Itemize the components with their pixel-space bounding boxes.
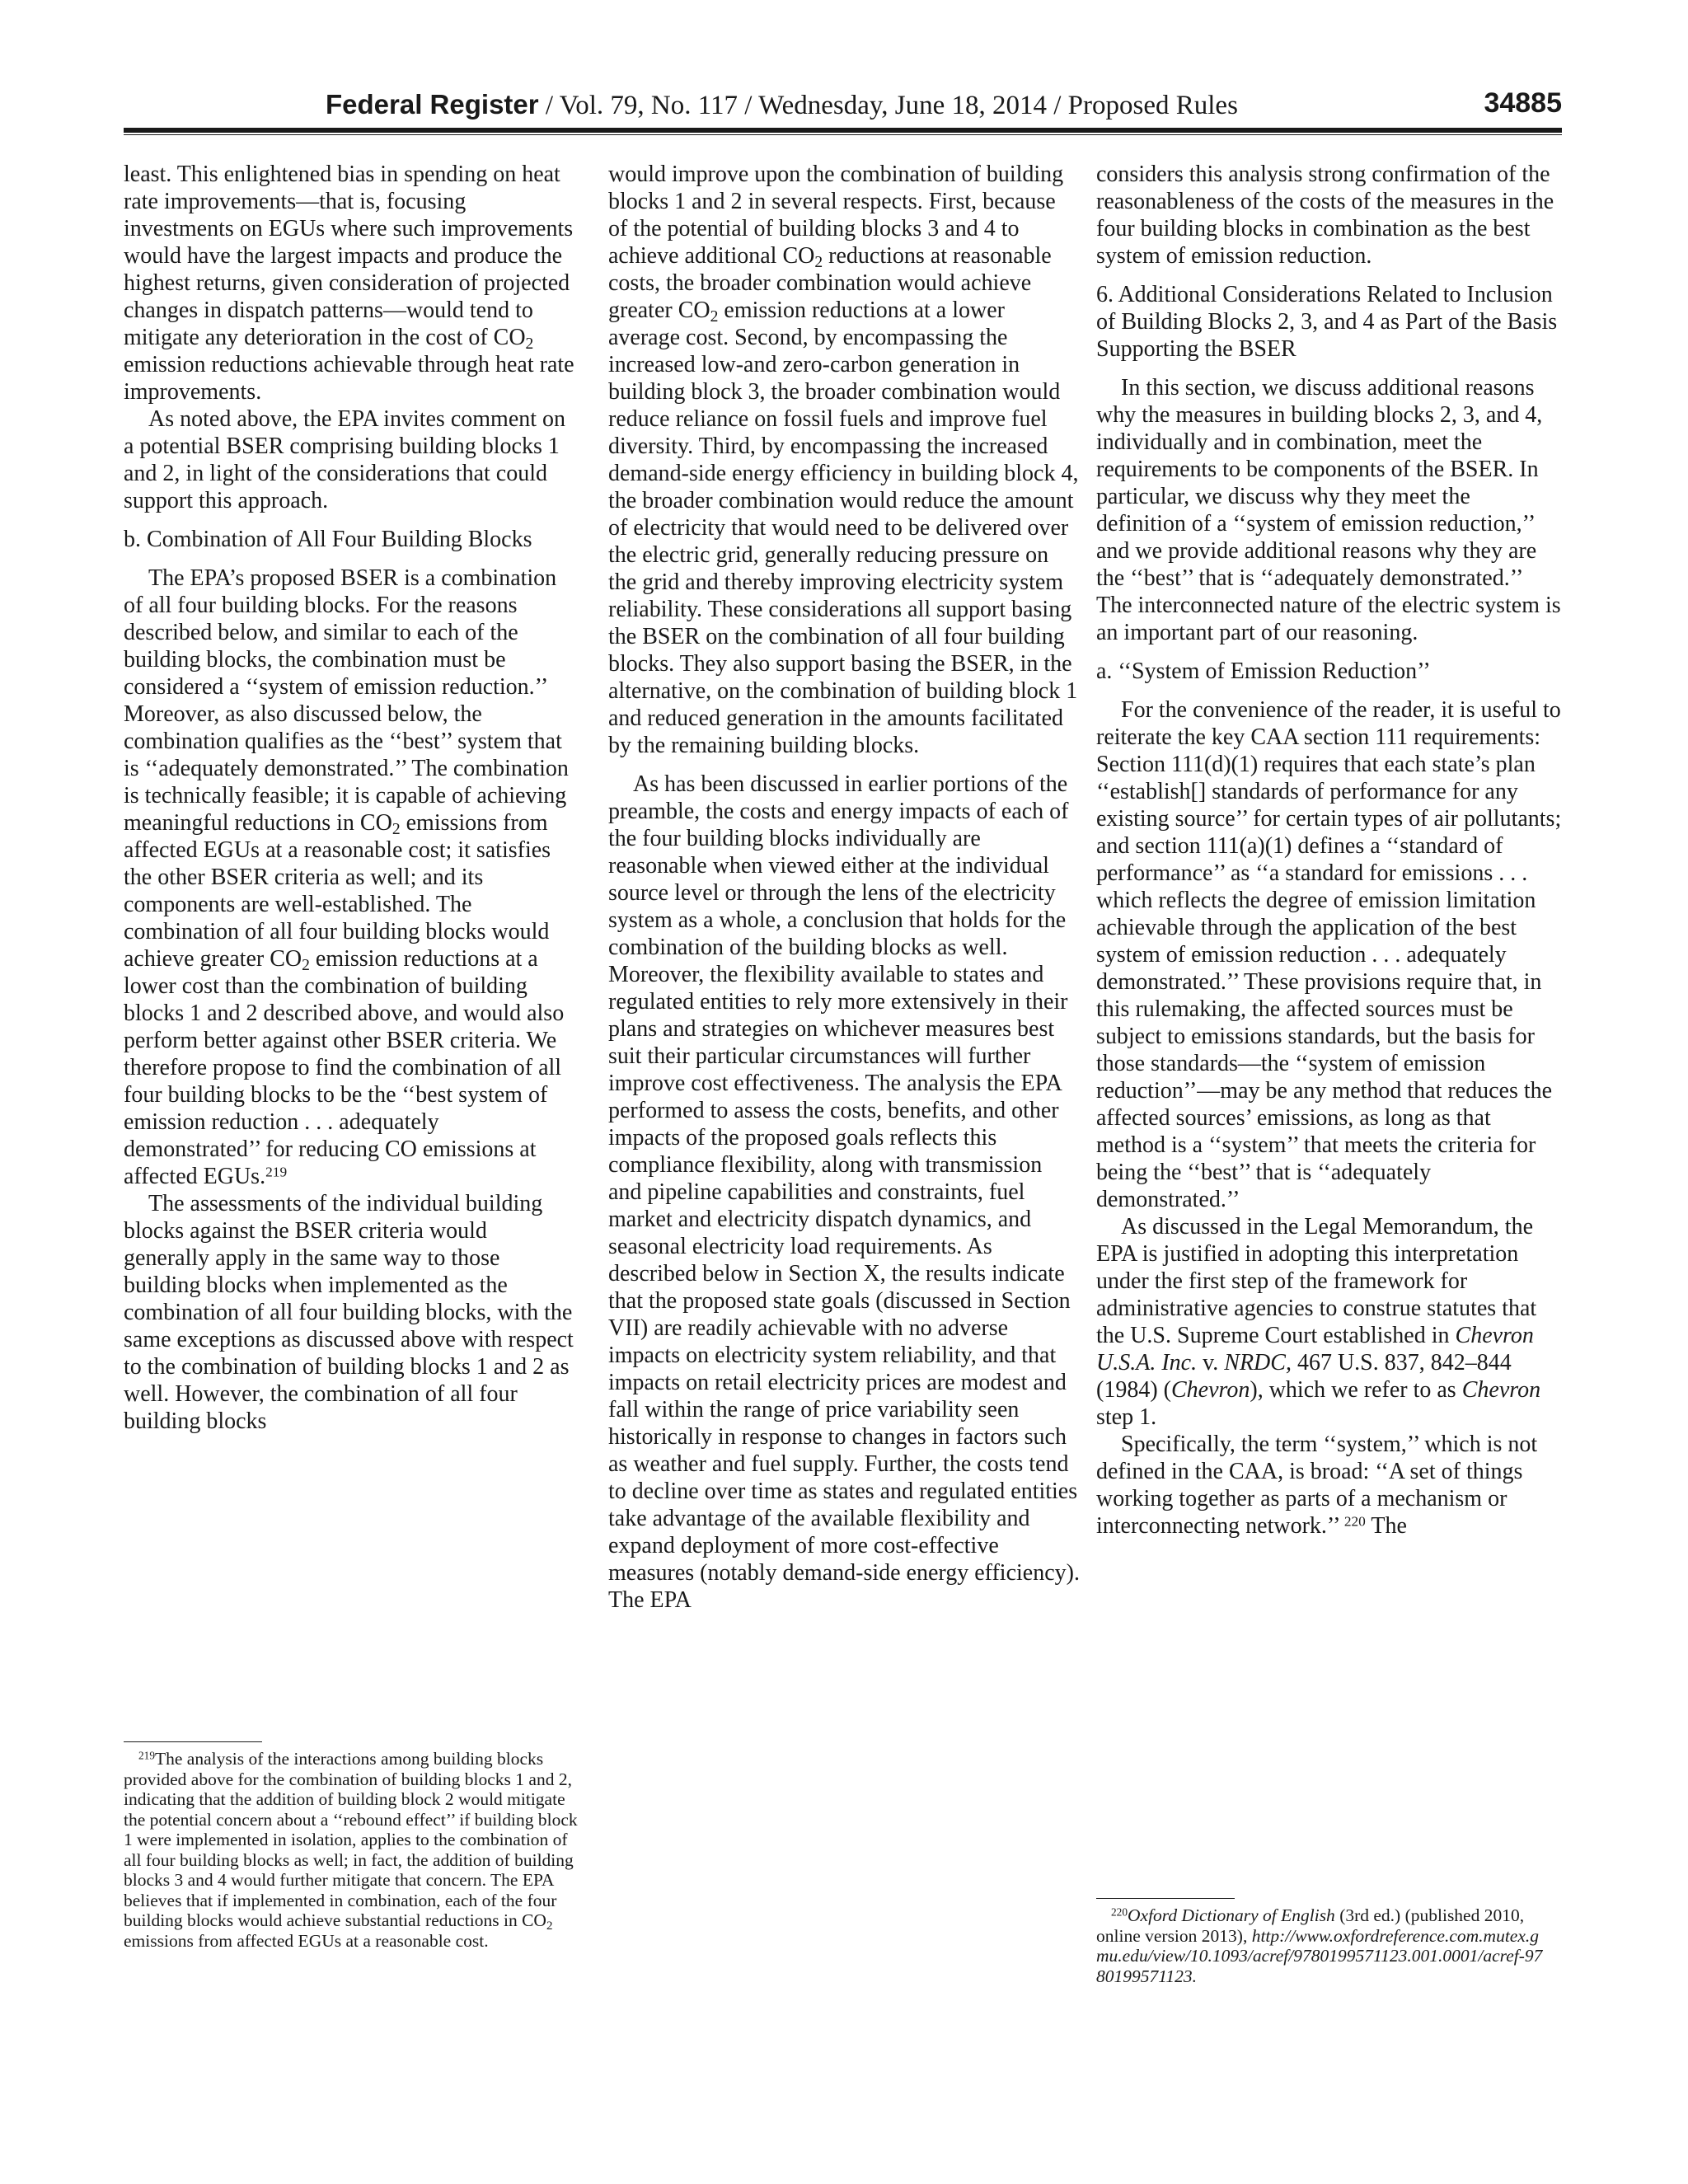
section-heading: b. Combination of All Four Building Blocks	[124, 527, 532, 552]
header-rule	[124, 128, 1562, 133]
section-heading: a. ‘‘System of Emission Reduction’’	[1096, 658, 1431, 684]
footnote-link: http://www.oxfordreference.com.mutex.gmu.edu/view/10.1093/acref/9780199571123.001.0001/acref-9780199571123.	[1096, 1925, 1543, 1986]
paragraph: Specifically, the term ‘‘system,’’ which is not defined in the CAA, is broad: ‘‘A set of things working together as parts of a mechanism or interconnecting network.’’ $^{220}$ The	[1096, 1432, 1538, 1539]
footnote-rule	[124, 1741, 262, 1742]
footnote-219: $^{219}$The analysis of the interactions among building blocks provided above for the combination of building blocks 1 and 2, indicating that the addition of building block 2 would mitigate the potential concern about a ‘‘rebound effect’’ if building block 1 were implemented in isolation, applies to the combination of all four building blocks as well; in fact, the addition of building blocks 3 and 4 would further mitigate that concern. The EPA believes that if implemented in combination, each of the four building blocks would achieve substantial reductions in $CO_2$ emissions from affected EGUs at a reasonable cost.	[124, 1749, 578, 1951]
paragraph: The assessments of the individual building blocks against the BSER criteria would generally apply in the same way to those building blocks when implemented as the combination of all four building blocks, with the same exceptions as discussed above with respect to the combination of building blocks 1 and 2 as well. However, the combination of all four building blocks	[124, 1191, 574, 1434]
footnote-220: $^{220}$Oxford Dictionary of English (3rd ed.) (published 2010, online version 2013), http://www.oxfordreference.com.mutex.gmu.edu/view/10.1093/acref/9780199571123.001.0001/acref-9780199571123.	[1096, 1905, 1543, 1986]
paragraph: The EPA’s proposed BSER is a combination of all four building blocks. For the reasons described below, and similar to each of the building blocks, the combination must be considered a ‘‘system of emission reduction.’’ Moreover, as also discussed below, the combination qualifies as the ‘‘best’’ system that is ‘‘adequately demonstrated.’’ The combination is technically feasible; it is capable of achieving meaningful reductions in $CO_2$ emissions from affected EGUs at a reasonable cost; it satisfies the other BSER criteria as well; and its components are well-established. The combination of all four building blocks would achieve greater $CO_2$ emission reductions at a lower cost than the combination of building blocks 1 and 2 described above, and would also perform better against other BSER criteria. We therefore propose to find the combination of all four building blocks to be the ‘‘best system of emission reduction . . . adequately demonstrated’’ for reducing CO emissions at affected EGUs.$^{219}$	[124, 565, 569, 1189]
publication-name: Federal Register	[326, 89, 539, 120]
column-2	[608, 161, 1080, 1614]
paragraph: least. This enlightened bias in spending on heat rate improvements—that is, focusing investments on EGUs where such improvements would have the largest impacts and produce the highest returns, given consideration of projected changes in dispatch patterns—would tend to mitigate any deterioration in the cost of $CO_2$ emission reductions achievable through heat rate improvements.	[124, 162, 574, 405]
paragraph: As noted above, the EPA invites comment on a potential BSER comprising building blocks 1 and 2, in light of the considerations that could support this approach.	[124, 406, 566, 513]
paragraph: For the convenience of the reader, it is useful to reiterate the key CAA section 111 requirements: Section 111(d)(1) requires that each state’s plan ‘‘establish[] standards of performance for any existing source’’ for certain types of air pollutants; and section 111(a)(1) defines a ‘‘standard of performance’’ as ‘‘a standard for emissions . . . which reflects the degree of emission limitation achievable through the application of the best system of emission reduction . . . adequately demonstrated.’’ These provisions require that, in this rulemaking, the affected sources must be subject to emissions standards, but the basis for those standards—the ‘‘system of emission reduction’’—may be any method that reduces the affected sources’ emissions, as long as that method is a ‘‘system’’ that meets the criteria for being the ‘‘best’’ that is ‘‘adequately demonstrated.’’	[1096, 697, 1562, 1212]
paragraph: In this section, we discuss additional reasons why the measures in building blocks 2, 3, and 4, individually and in combination, meet the requirements to be components of the BSER. In particular, we discuss why they meet the definition of a ‘‘system of emission reduction,’’ and we provide additional reasons why they are the ‘‘best’’ that is ‘‘adequately demonstrated.’’ The interconnected nature of the electric system is an important part of our reasoning.	[1096, 375, 1561, 645]
section-heading: 6. Additional Considerations Related to Inclusion of Building Blocks 2, 3, and 4 as Part of the Basis Supporting the BSER	[1096, 282, 1558, 362]
issue-info: / Vol. 79, No. 117 / Wednesday, June 18, 2014 / Proposed Rules	[538, 91, 1238, 120]
page-number: 34885	[1484, 87, 1562, 119]
footnote-ref: 219	[265, 1164, 288, 1180]
paragraph: As discussed in the Legal Memorandum, the EPA is justified in adopting this interpretation under the first step of the framework for administrative agencies to construe statutes that the U.S. Supreme Court established in Chevron U.S.A. Inc. v. NRDC, 467 U.S. 837, 842–844 (1984) (Chevron), which we refer to as Chevron step 1.	[1096, 1214, 1541, 1430]
footnote-ref: 220	[1340, 1513, 1366, 1530]
column-3	[1096, 161, 1562, 1540]
running-head	[326, 89, 1238, 121]
header-rule-thin	[124, 134, 1562, 135]
footnote-rule	[1096, 1898, 1235, 1899]
page-header	[124, 82, 1562, 125]
paragraph: considers this analysis strong confirmation of the reasonableness of the costs of the measures in the four building blocks in combination as the best system of emission reduction.	[1096, 162, 1554, 269]
paragraph: would improve upon the combination of building blocks 1 and 2 in several respects. First, because of the potential of building blocks 3 and 4 to achieve additional $CO_2$ reductions at reasonable costs, the broader combination would achieve greater $CO_2$ emission reductions at a lower average cost. Second, by encompassing the increased low-and zero-carbon generation in building block 3, the broader combination would reduce reliance on fossil fuels and improve fuel diversity. Third, by encompassing the increased demand-side energy efficiency in building block 4, the broader combination would reduce the amount of electricity that would need to be delivered over the electric grid, generally reducing pressure on the grid and thereby improving electricity system reliability. These considerations all support basing the BSER on the combination of all four building blocks. They also support basing the BSER, in the alternative, on the combination of building block 1 and reduced generation in the amounts facilitated by the remaining building blocks.	[608, 162, 1079, 758]
column-1	[124, 161, 575, 1435]
paragraph: As has been discussed in earlier portions of the preamble, the costs and energy impacts of each of the four building blocks individually are reasonable when viewed either at the individual source level or through the lens of the electricity system as a whole, a conclusion that holds for the combination of the building blocks as well. Moreover, the flexibility available to states and regulated entities to rely more extensively in their plans and strategies on whichever measures best suit their particular circumstances will further improve cost effectiveness. The analysis the EPA performed to assess the costs, benefits, and other impacts of the proposed goals reflects this compliance flexibility, along with transmission and pipeline capabilities and constraints, fuel market and electricity dispatch dynamics, and seasonal electricity load requirements. As described below in Section X, the results indicate that the proposed state goals (discussed in Section VII) are readily achievable with no adverse impacts on electricity system reliability, and that impacts on retail electricity prices are modest and fall within the range of price variability seen historically in response to changes in factors such as weather and fuel supply. Further, the costs tend to decline over time as states and regulated entities take advantage of the available flexibility and expand deployment of more cost-effective measures (notably demand-side energy efficiency). The EPA	[608, 771, 1080, 1613]
